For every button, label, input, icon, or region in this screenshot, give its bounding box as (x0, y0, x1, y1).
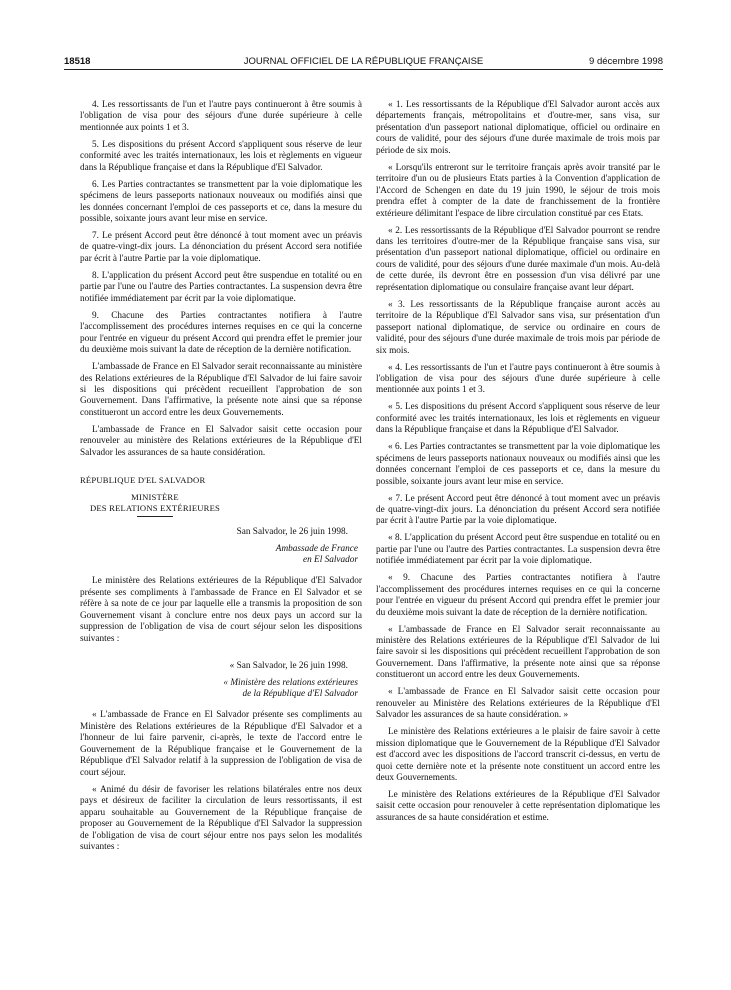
addressee-line: « Ministère des relations extérieures (223, 677, 358, 688)
addressee (80, 544, 362, 567)
addressee-line: Ambassade de France (275, 543, 358, 554)
paragraph: Le ministère des Relations extérieures a le plaisir de faire savoir à cette mission diplomatique que le Gouvernement de la République d'El Salvador est d'accord avec les dispositions de l'accord transcrit ci-dessus, en vertu de quoi cette dernière note et la présente note constituent un accord entre les deux Gouvernements. (376, 727, 660, 784)
quote-place-date: « San Salvador, le 26 juin 1998. (229, 660, 348, 671)
paragraph: 6. Les Parties contractantes se transmettent par la voie diplomatique les spécimens de leurs passeports nationaux nouveaux ou modifiés ainsi que les données concernant l'emploi de ces passeports et ce, dans la mesure du possible, soixante jours avant leur mise en service. (80, 179, 362, 225)
ministry-line: DES RELATIONS EXTÉRIEURES (89, 503, 221, 514)
paragraph: 5. Les dispositions du présent Accord s'appliquent sous réserve de leur conformité avec les traités internationaux, les lois et règlements en vigueur dans la République française et dans la République d'El Salvador. (80, 139, 362, 173)
paragraph: « L'ambassade de France en El Salvador présente ses compliments au Ministère des Relations extérieures de la République d'El Salvador et a l'honneur de lui faire parvenir, ci-après, le texte de l'accord entre le Gouvernement de la République française et le Gouvernement de la République d'El Salvador relatif à la suppression de l'obligation de visa de court séjour. (80, 710, 362, 778)
issue-date: 9 décembre 1998 (589, 56, 663, 67)
ministry-heading (80, 492, 230, 515)
paragraph: « 2. Les ressortissants de la République d'El Salvador pourront se rendre dans les territoires d'outre-mer de la République française sans visa, sur présentation d'un passeport national diplomatique, officiel ou ordinaire en cours de validité, pour des séjours d'une durée maximale d'un mois. Au-delà de cette durée, ils devront être en possession d'un visa délivré par une représentation diplomatique ou consulaire française avant leur départ. (376, 225, 660, 293)
paragraph: « 9. Chacune des Parties contractantes notifiera à l'autre l'accomplissement des procédures internes requises en ce qui la concerne pour l'entrée en vigueur du présent Accord qui prendra effet le premier jour du deuxième mois suivant la date de réception de la dernière notification. (376, 573, 660, 618)
paragraph: « 1. Les ressortissants de la République d'El Salvador auront accès aux départements français, métropolitains et d'outre-mer, sans visa, sur présentation d'un passeport national diplomatique, officiel ou ordinaire en cours de validité, pour des séjours d'une durée maximale de trois mois par période de six mois. (376, 100, 660, 156)
paragraph: L'ambassade de France en El Salvador serait reconnaissante au ministère des Relations extérieures de la République d'El Salvador de lui faire savoir si les dispositions qui précèdent recueillent l'approbation de son Gouvernement. Dans l'affirmative, la présente note ainsi que sa réponse constitueront un accord entre les deux Gouvernements. (80, 362, 362, 418)
header-rule (64, 69, 663, 70)
paragraph: « Animé du désir de favoriser les relations bilatérales entre nos deux pays et désireux de faciliter la circulation de leurs ressortissants, il est apparu souhaitable au Gouvernement de la République française de proposer au Gouvernement de la République d'El Salvador la suppression de l'obligation de visa de court séjour entre nos pays selon les modalités suivantes : (80, 784, 362, 852)
quote-addressee (80, 678, 362, 701)
right-column (376, 100, 660, 830)
paragraph: « 5. Les dispositions du présent Accord s'appliquent sous réserve de leur conformité avec les traités internationaux, les lois et règlements en vigueur dans la République française et dans la République d'El Salvador. (376, 402, 660, 436)
paragraph: « 8. L'application du présent Accord peut être suspendue en totalité ou en partie par l'une ou l'autre des Parties contractantes. La suspension devra être notifiée immédiatement par écrit par la voie diplomatique. (376, 533, 660, 567)
paragraph: 8. L'application du présent Accord peut être suspendue en totalité ou en partie par l'une ou l'autre des Parties contractantes. La suspension devra être notifiée immédiatement par écrit par la voie diplomatique. (80, 270, 362, 304)
paragraph: « 7. Le présent Accord peut être dénoncé à tout moment avec un préavis de quatre-vingt-dix jours. La dénonciation du présent Accord sera notifiée par écrit à l'autre Partie par la voie diplomatique. (376, 493, 660, 527)
paragraph: « 6. Les Parties contractantes se transmettent par la voie diplomatique les spécimens de leurs passeports nationaux nouveaux ou modifiés ainsi que les données concernant l'emploi de ces passeports et ce, dans la mesure du possible, soixante jours avant leur mise en service. (376, 442, 660, 487)
ministry-divider (137, 516, 173, 517)
paragraph: Le ministère des Relations extérieures de la République d'El Salvador saisit cette occasion pour renouveler à cette représentation diplomatique les assurances de sa haute considération et estime. (376, 789, 660, 823)
paragraph: « L'ambassade de France en El Salvador serait reconnaissante au ministère des Relations extérieures de la République d'El Salvador de lui faire savoir si les dispositions qui précèdent recueillent l'approbation de son Gouvernement. Dans l'affirmative, la présente note ainsi que sa réponse constitueront un accord entre les deux Gouvernements. (376, 624, 660, 681)
paragraph: « Lorsqu'ils entreront sur le territoire français après avoir transité par le territoire d'un ou de plusieurs Etats parties à la Convention d'application de l'Accord de Schengen en date du 19 juin 1990, le séjour de trois mois prendra effet à compter de la date de franchissement de la frontière extérieure délimitant l'espace de libre circulation constitué par ces Etats. (376, 162, 660, 219)
page-number: 18518 (64, 56, 91, 67)
paragraph: Le ministère des Relations extérieures de la République d'El Salvador présente ses compliments à l'ambassade de France en El Salvador et se réfère à sa note de ce jour par laquelle elle a transmis la proposition de son Gouvernement visant à conclure entre nos deux pays un accord sur la suppression de l'obligation de visa de court séjour selon les dispositions suivantes : (80, 576, 362, 644)
paragraph: 9. Chacune des Parties contractantes notifiera à l'autre l'accomplissement des procédures internes requises en ce qui la concerne pour l'entrée en vigueur du présent Accord qui prendra effet le premier jour du deuxième mois suivant la date de réception de la dernière notification. (80, 310, 362, 356)
place-date: San Salvador, le 26 juin 1998. (236, 526, 348, 537)
paragraph: 4. Les ressortissants de l'un et l'autre pays continueront à être soumis à l'obligation de visa pour des séjours d'une durée supérieure à celle mentionnée aux points 1 et 3. (80, 100, 362, 133)
paragraph: « L'ambassade de France en El Salvador saisit cette occasion pour renouveler au Ministère des Relations extérieures de la République d'El Salvador les assurances de sa haute considération. » (376, 687, 660, 721)
addressee-line: en El Salvador (303, 554, 358, 565)
paragraph: L'ambassade de France en El Salvador saisit cette occasion pour renouveler au ministère des Relations extérieures de la République d'El Salvador les assurances de sa haute considération. (80, 424, 362, 458)
paragraph: « 3. Les ressortissants de la République française auront accès au territoire de la République d'El Salvador sans visa, sur présentation d'un passeport national diplomatique, de service ou ordinaire en cours de validité, pour des séjours d'une durée maximale de trois mois par période de six mois. (376, 299, 660, 356)
paragraph: « 4. Les ressortissants de l'un et l'autre pays continueront à être soumis à l'obligation de visa pour des séjours d'une durée supérieure à celle mentionnée aux points 1 et 3. (376, 362, 660, 396)
republic-heading: RÉPUBLIQUE D'EL SALVADOR (80, 474, 206, 485)
addressee-line: de la République d'El Salvador (242, 689, 358, 700)
paragraph: 7. Le présent Accord peut être dénoncé à tout moment avec un préavis de quatre-vingt-dix jours. La dénonciation du présent Accord sera notifiée par écrit à l'autre Partie par la voie diplomatique. (80, 231, 362, 264)
journal-title: JOURNAL OFFICIEL DE LA RÉPUBLIQUE FRANÇAISE (243, 56, 484, 67)
left-column (80, 100, 362, 859)
ministry-line: MINISTÈRE (131, 491, 179, 502)
page-header (64, 56, 663, 70)
